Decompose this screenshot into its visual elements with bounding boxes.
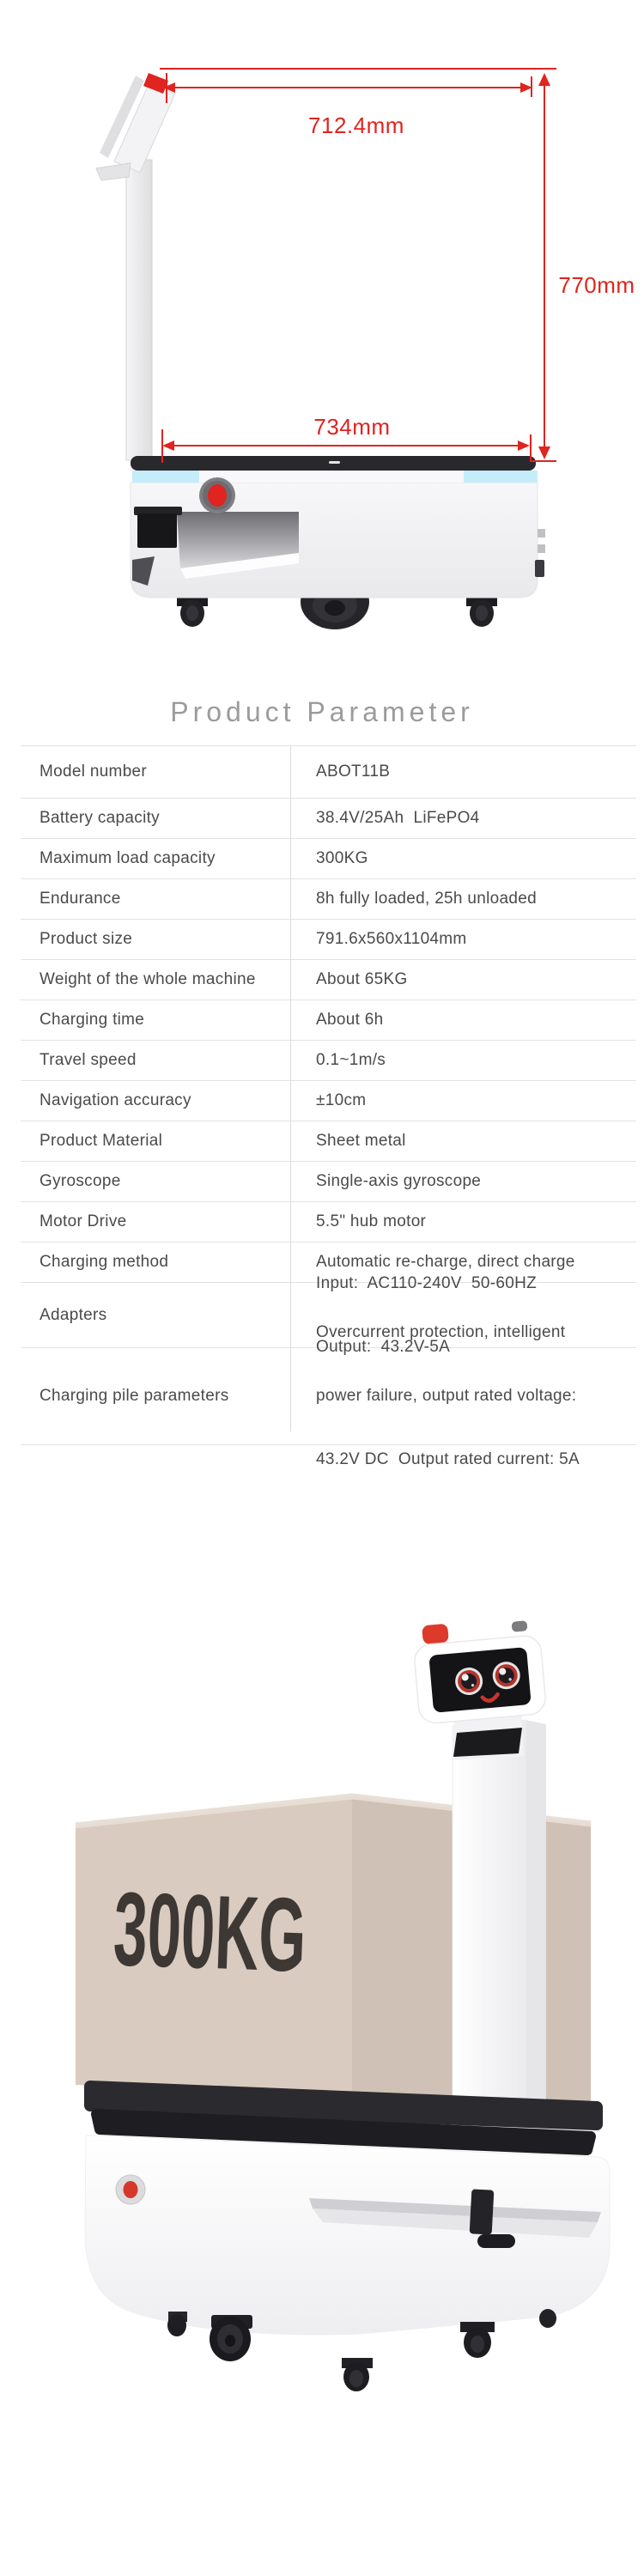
spec-label: Charging time xyxy=(39,1011,145,1029)
spec-value: Single-axis gyroscope xyxy=(316,1172,482,1190)
spec-label: Adapters xyxy=(39,1305,107,1324)
spec-label: Motor Drive xyxy=(39,1212,127,1230)
dim-label-base-width: 734mm xyxy=(313,414,391,440)
spec-value: 0.1~1m/s xyxy=(316,1051,386,1069)
spec-value: 5.5" hub motor xyxy=(316,1212,427,1230)
head-camera-knob xyxy=(512,1620,528,1632)
spec-row xyxy=(21,1081,636,1121)
spec-value: About 65KG xyxy=(316,970,408,988)
robot-mast xyxy=(126,160,152,460)
spec-value-line: Input: AC110-240V 50-60HZ xyxy=(316,1273,538,1292)
head-fin xyxy=(96,163,131,180)
spec-value: Automatic re-charge, direct charge xyxy=(316,1253,575,1271)
spec-value: 300KG xyxy=(316,849,368,867)
spec-value: 38.4V/25Ah LiFePO4 xyxy=(316,809,480,827)
spec-label: Charging pile parameters xyxy=(39,1387,229,1405)
spec-label: Model number xyxy=(39,762,148,781)
product-photo xyxy=(0,1597,644,2456)
dim-label-top-width: 712.4mm xyxy=(308,112,404,138)
robot-base xyxy=(85,2136,610,2391)
side-connector xyxy=(538,544,545,553)
spec-value-line: power failure, output rated voltage: xyxy=(316,1387,577,1405)
spec-row xyxy=(21,879,636,920)
lidar-sensor xyxy=(137,513,177,548)
robot-mast xyxy=(453,1720,546,2117)
section-title: Product Parameter xyxy=(170,696,474,727)
spec-label: Gyroscope xyxy=(39,1172,121,1190)
spec-row xyxy=(21,1000,636,1041)
spec-row xyxy=(21,746,636,799)
side-connector xyxy=(538,529,545,538)
base-body xyxy=(85,2136,610,2335)
spec-value-line: Overcurrent protection, intelligent xyxy=(316,1323,566,1341)
spec-value: ABOT11B xyxy=(316,762,391,781)
spec-label: Weight of the whole machine xyxy=(39,970,256,988)
spec-value: Sheet metal xyxy=(316,1132,406,1150)
light-strip-left xyxy=(132,471,199,483)
spec-label: Charging method xyxy=(39,1253,169,1271)
spec-row xyxy=(21,1121,636,1162)
spec-label: Navigation accuracy xyxy=(39,1091,191,1109)
charging-slot xyxy=(477,2234,515,2248)
docking-pin xyxy=(470,2189,495,2234)
spec-row xyxy=(21,920,636,960)
spec-value: ±10cm xyxy=(316,1091,367,1109)
spec-label: Product size xyxy=(39,930,133,948)
table-divider xyxy=(290,745,291,1431)
robot-side-view xyxy=(96,73,545,629)
spec-value: 791.6x560x1104mm xyxy=(316,930,467,948)
spec-label: Endurance xyxy=(39,890,121,908)
spec-row xyxy=(21,1041,636,1081)
spec-value xyxy=(290,1282,636,1510)
spec-table xyxy=(21,745,636,1468)
spec-value: About 6h xyxy=(316,1011,384,1029)
dimension-diagram xyxy=(0,0,644,687)
head-red-button xyxy=(422,1624,449,1645)
spec-label: Travel speed xyxy=(39,1051,137,1069)
spec-row xyxy=(21,839,636,879)
spec-row xyxy=(21,1162,636,1202)
dim-label-height: 770mm xyxy=(558,272,635,298)
spec-row xyxy=(21,799,636,839)
spec-row xyxy=(21,960,636,1000)
spec-value-line: Output: 43.2V-5A xyxy=(316,1337,451,1356)
spec-label: Battery capacity xyxy=(39,809,160,827)
load-capacity-label: 300KG xyxy=(112,1871,308,1995)
spec-value-line: 43.2V DC Output rated current: 5A xyxy=(316,1450,580,1468)
spec-label: Maximum load capacity xyxy=(39,849,216,867)
spec-value: 8h fully loaded, 25h unloaded xyxy=(316,890,537,908)
light-strip-right xyxy=(464,471,538,483)
charging-slot xyxy=(535,560,544,577)
spec-label: Product Material xyxy=(39,1132,163,1150)
